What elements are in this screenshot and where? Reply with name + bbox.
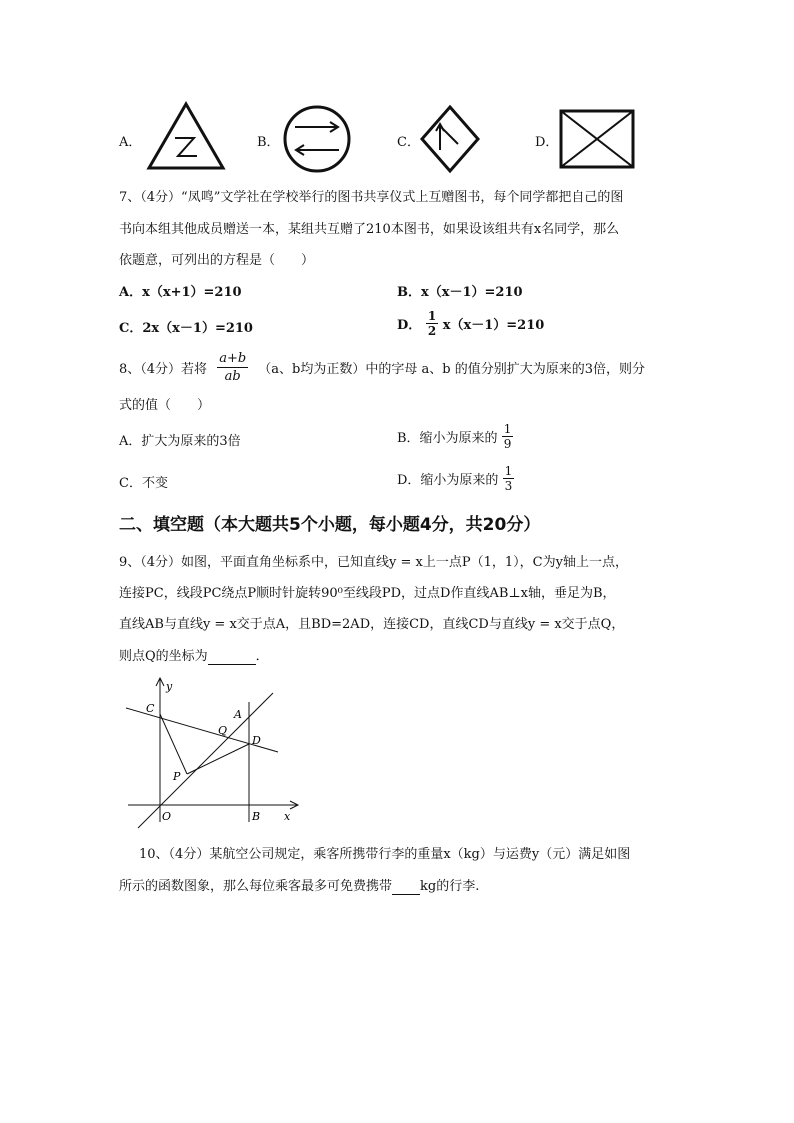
q8-line-2: 式的值（ ） [119,398,211,413]
q8-option-d-denominator: 3 [504,479,513,493]
q7-option-a: A．x（x+1）=210 [119,285,242,300]
label-q: Q [218,724,228,737]
q10-answer-blank [392,879,420,895]
q9-line-4-end: ． [255,649,269,664]
q8-option-b-denominator: 9 [503,437,512,451]
q6-option-d-label: D． [535,135,559,150]
diamond-arrow-icon [419,104,481,174]
q10-line-2-prefix: 所示的函数图象，那么每位乘客最多可免费携带 [119,879,393,894]
label-o: O [162,810,172,823]
q8-option-a: A．扩大为原来的3倍 [119,434,241,449]
q9-line-4 [119,645,269,665]
q8-fraction-numerator: a+b [219,351,247,366]
q9-coordinate-figure [118,672,303,834]
q8-option-d [397,464,514,493]
label-d: D [252,734,261,747]
label-x: x [284,810,291,823]
q7-option-d-fraction [426,309,438,338]
q7-option-d-numerator: 1 [427,309,437,323]
label-a: A [234,708,242,721]
q8-option-d-prefix: D．缩小为原来的 [397,473,499,488]
q10-line-1: 10、（4分）某航空公司规定，乘客所携带行李的重量x（kg）与运费y（元）满足如图 [139,847,631,862]
q8-line-1 [119,350,645,385]
q7-option-d-prefix: D． [397,318,422,333]
label-p: P [173,770,181,783]
q7-line-1: 7、（4分）“凤鸣”文学社在学校举行的图书共享仪式上互赠图书，每个同学都把自己的图 [119,190,624,205]
q10-line-2-suffix: kg的行李. [420,879,480,894]
q8-option-b [397,422,513,451]
label-y: y [166,680,173,693]
segment-pc [160,714,187,774]
label-c: C [146,702,155,715]
q8-middle-text: （a、b均为正数）中的字母 a、b 的值分别扩大为原来的3倍，则分 [258,362,645,377]
q8-prefix: 8、（4分）若将 [119,362,208,377]
q6-option-a-label: A． [119,135,142,150]
q7-option-d [397,309,544,338]
q8-option-b-prefix: B．缩小为原来的 [397,431,498,446]
q8-option-b-numerator: 1 [503,422,512,436]
q7-option-d-suffix: x（x－1）=210 [442,318,545,333]
q9-line-4-text: 则点Q的坐标为 [119,649,208,664]
q8-fraction [217,350,248,385]
q8-option-c: C．不变 [119,476,168,491]
q9-line-1: 9、（4分）如图，平面直角坐标系中，已知直线y = x上一点P（1，1），C为y轴上一点， [119,555,628,570]
q9-line-2: 连接PC，线段PC绕点P顺时针旋转90⁰至线段PD，过点D作直线AB⊥x轴，垂足为B， [119,586,616,601]
triangle-z-icon [145,100,227,172]
q6-option-b-label: B． [257,135,280,150]
rectangle-x-icon [559,109,635,169]
line-y-equals-x [138,693,273,828]
q7-option-c: C．2x（x－1）=210 [119,321,253,336]
q7-option-d-denominator: 2 [427,324,437,338]
section-2-title: 二、填空题（本大题共5个小题，每小题4分，共20分） [119,515,541,535]
q8-option-d-fraction [503,464,515,493]
label-b: B [252,810,261,823]
q7-line-3: 依题意，可列出的方程是（ ） [119,253,315,268]
q9-answer-blank [208,649,256,665]
q6-option-c-label: C． [397,135,420,150]
q7-option-b: B．x（x－1）=210 [397,285,523,300]
q8-option-d-numerator: 1 [504,464,513,478]
circle-arrows-icon [281,104,353,174]
q8-fraction-denominator: ab [224,369,241,384]
q9-line-3: 直线AB与直线y = x交于点A，且BD=2AD，连接CD，直线CD与直线y = x交于点Q， [119,617,625,632]
q7-line-2: 书向本组其他成员赠送一本，某组共互赠了210本图书，如果设该组共有x名同学，那么 [119,222,620,237]
q10-line-2 [119,875,479,895]
q8-option-b-fraction [502,422,514,451]
